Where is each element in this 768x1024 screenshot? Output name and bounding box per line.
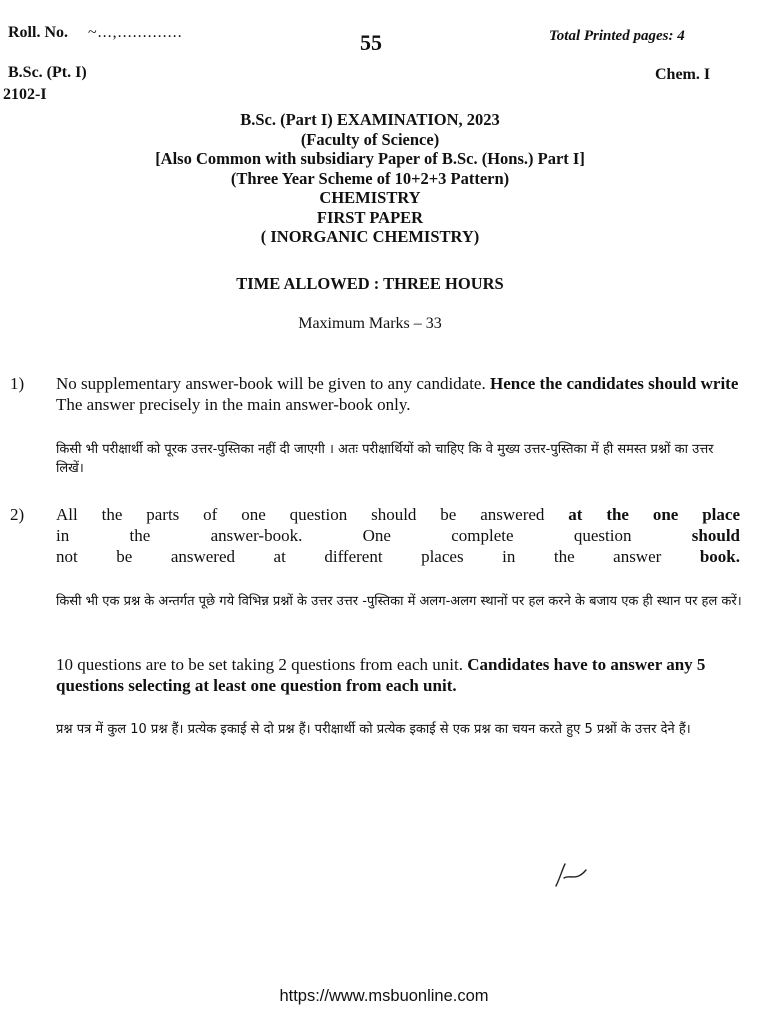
instruction-2-line-3-b: book.	[699, 547, 740, 566]
instruction-2-line-3-a: not be answered at different places in the answer	[56, 547, 662, 566]
instruction-2-line-2	[56, 525, 740, 546]
subject-code: Chem. I	[655, 66, 711, 83]
instruction-3-english	[56, 654, 740, 696]
instruction-1-hindi: किसी भी परीक्षार्थी को पूरक उत्तर-पुस्तिका नहीं दी जाएगी । अतः परीक्षार्थियों को चाहिए कि वे मुख्य उत्तर-पुस्तिका में ही समस्त प्रश्नों का उत्तर लिखें।	[56, 442, 714, 476]
instruction-2-line-1-a: All the parts of one question should be answered	[56, 505, 545, 524]
subject-line: CHEMISTRY	[319, 188, 421, 207]
instruction-2-line-2-a: in the answer-book. One complete question	[56, 526, 632, 545]
instruction-3-text-b: Candidates have to answer any 5 questions selecting at least one question from each unit.	[56, 655, 706, 695]
instruction-1-english	[56, 373, 740, 415]
instruction-1-text-b: Hence the candidates should write	[489, 374, 739, 393]
instruction-2-english	[56, 504, 740, 567]
scheme-line: (Three Year Scheme of 10+2+3 Pattern)	[230, 168, 510, 188]
roll-number-label: Roll. No.	[8, 24, 68, 41]
common-paper-line: [Also Common with subsidiary Paper of B.Sc. (Hons.) Part I]	[155, 149, 585, 168]
instruction-1-text-a: No supplementary answer-book will be given to any candidate.	[56, 374, 486, 393]
time-allowed: TIME ALLOWED : THREE HOURS	[236, 274, 504, 293]
paper-line: FIRST PAPER	[316, 207, 424, 227]
exam-title: B.Sc. (Part I) EXAMINATION, 2023	[240, 110, 500, 129]
instruction-1-text-c: The answer precisely in the main answer-book only.	[56, 395, 411, 414]
instruction-2-number: 2)	[10, 505, 25, 524]
instruction-2-hindi: किसी भी एक प्रश्न के अन्तर्गत पूछे गये विभिन्न प्रश्नों के उत्तर उत्तर -पुस्तिका में अलग-अलग स्थानों पर हल करने के बजाय एक ही स्थान पर हल करें।	[56, 594, 742, 609]
instruction-1-number: 1)	[10, 374, 25, 393]
maximum-marks: Maximum Marks – 33	[298, 315, 442, 332]
handwritten-signature-icon	[552, 860, 592, 895]
instruction-3-hindi: प्रश्न पत्र में कुल 10 प्रश्न हैं। प्रत्येक इकाई से दो प्रश्न हैं। परीक्षार्थी को प्रत्येक इकाई से एक प्रश्न का चयन करते हुए 5 प्रश्नों के उत्तर देने हैं।	[56, 722, 691, 737]
exam-title-block	[0, 110, 740, 247]
instruction-2-line-2-b: should	[691, 526, 740, 545]
paper-code: 2102-I	[3, 86, 47, 103]
paper-topic-line: ( INORGANIC CHEMISTRY)	[260, 227, 480, 246]
total-pages-label: Total Printed pages: 4	[549, 28, 685, 44]
faculty-line: (Faculty of Science)	[300, 129, 440, 149]
instruction-3-text-a: 10 questions are to be set taking 2 questions from each unit.	[56, 655, 463, 674]
course-label: B.Sc. (Pt. I)	[8, 64, 87, 81]
page-number: 55	[360, 30, 382, 55]
instruction-2-line-3	[56, 546, 740, 567]
roll-number-field: ~...,.............	[88, 24, 183, 41]
footer-url: https://www.msbuonline.com	[279, 987, 489, 1005]
instruction-2-line-1	[56, 504, 740, 525]
instruction-2-line-1-b: at the one place	[568, 505, 740, 524]
